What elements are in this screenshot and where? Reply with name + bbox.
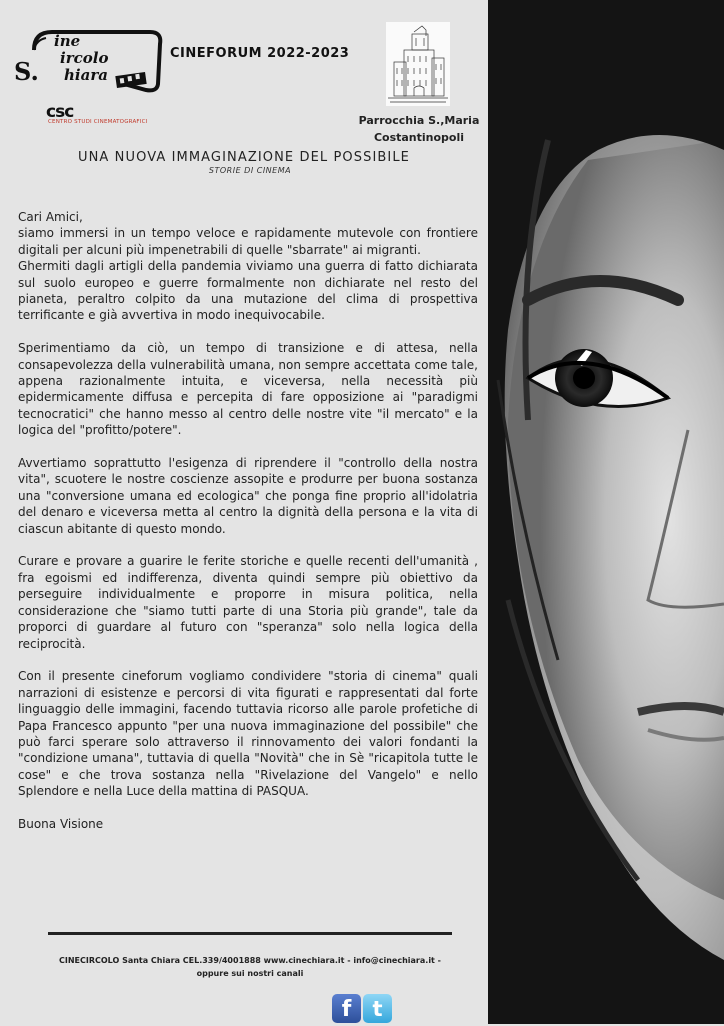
subtitle: STORIE DI CINEMA <box>208 166 292 175</box>
logo-prefix: S. <box>14 57 39 86</box>
logo-line1: ine <box>54 32 81 50</box>
footer-channels: oppure sui nostri canali <box>196 969 304 978</box>
letter-body <box>18 209 478 849</box>
cineforum-title: CINEFORUM 2022-2023 <box>170 46 350 61</box>
cinecircolo-logo <box>14 26 164 96</box>
main-title: UNA NUOVA IMMAGINAZIONE DEL POSSIBILE <box>77 150 410 165</box>
parish-name-line2: Costantinopoli <box>373 131 465 144</box>
twitter-icon[interactable]: t <box>363 994 392 1023</box>
letter-paragraph-1: Cari Amici, siamo immersi in un tempo veloce e rapidamente mutevole con frontiere digitali per alcuni più impenetrabili di quelle "sbarrate" ai migranti. Ghermiti dagli artigli della pandemia viviamo una guerra di fatto dichiarata sul suolo europeo e guerre formalmente non dichiarate nel resto del pianeta, peraltro colpito da una mutazione del clima di prospettiva terrificante e già avvertiva in modo inequivocabile. <box>18 210 478 323</box>
letter-closing: Buona Visione <box>18 816 104 831</box>
logo-line3: hiara <box>64 66 108 84</box>
parish-church-drawing <box>386 22 450 106</box>
logo-line2: ircolo <box>60 49 109 67</box>
letter-paragraph-2: Sperimentiamo da ciò, un tempo di transizione e di attesa, nella consapevolezza della vulnerabilità umana, non sempre accettata come tale, appena razionalmente intuita, e viceversa, nella necessità più epidermicamente diffusa e percepita di fare opposizione ai "paradigmi tecnocratici" che hanno messo al centro delle nostre vite "il mercato" e la logica del "profitto/potere". <box>18 341 478 438</box>
csc-logo-text: csc <box>46 102 74 122</box>
facebook-icon[interactable]: f <box>332 994 361 1023</box>
social-links <box>332 994 394 1024</box>
footer-contact: CINECIRCOLO Santa Chiara CEL.339/4001888 www.cinechiara.it - info@cinechiara.it - <box>58 956 441 965</box>
csc-logo <box>44 100 144 130</box>
parish-name-line1: Parrocchia S.,Maria <box>358 114 480 127</box>
parish-name <box>356 112 482 146</box>
footer-divider <box>48 932 452 935</box>
letter-paragraph-3: Avvertiamo soprattutto l'esigenza di riprendere il "controllo della nostra vita", scuotere le nostre coscienze assopite e produrre per buona sostanza una "conversione umana ed ecologica" che ponga fine proprio all'idolatria del denaro e viceversa metta al centro la dignità della persona e la vita di ciascun abitante di questo mondo. <box>18 456 478 536</box>
portrait-drawing <box>488 0 724 1024</box>
letter-paragraph-4: Curare e provare a guarire le ferite storiche e quelle recenti dell'umanità , fra egoismi ed indifferenza, diventa quindi sempre più obiettivo da perseguire individualmente e proporre in misura politica, nella considerazione che "siamo tutti parte di una Storia più grande", tale da proporci di guardare al futuro con "speranza" solo nella logica della reciprocità. <box>18 554 478 651</box>
csc-subtitle: CENTRO STUDI CINEMATOGRAFICI <box>48 119 148 125</box>
letter-paragraph-5: Con il presente cineforum vogliamo condividere "storia di cinema" quali narrazioni di esistenze e percorsi di vita figurati e rappresentati dal forte linguaggio delle immagini, facendo tuttavia ricorso alle parole profetiche di Papa Francesco appunto "per una nuova immaginazione del possibile" che può farci sperare solo attraverso il rinnovamento dei valori fondanti la "condizione umana", tuttavia di quella "Novità" che in Sè "ricapitola tutte le cose" e che trova sostanza nella "Rivelazione del Vangelo" e nello Splendore e nella Luce della mattina di PASQUA. <box>18 669 478 799</box>
portrait-photo <box>488 0 724 1024</box>
